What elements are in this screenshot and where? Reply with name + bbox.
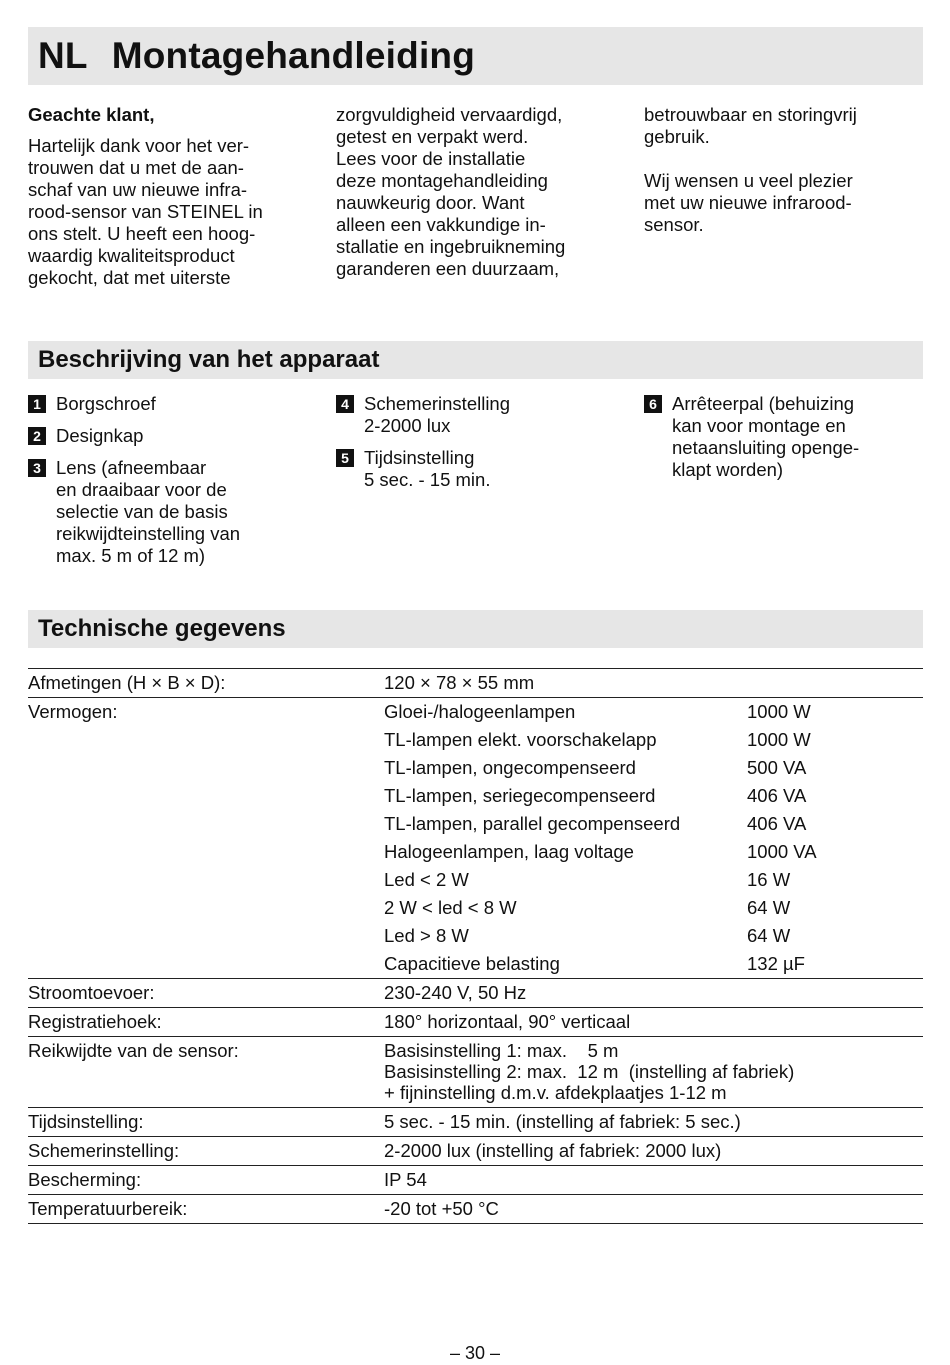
greeting: Geachte klant, xyxy=(28,104,155,125)
table-row xyxy=(28,726,923,754)
spec-table xyxy=(28,668,923,1224)
spec-value: -20 tot +50 °C xyxy=(384,1195,923,1224)
item-text: Arrêteerpal (behuizing kan voor montage en netaansluiting openge- klapt worden) xyxy=(672,393,860,480)
table-row xyxy=(28,1195,923,1224)
power-type: Halogeenlampen, laag voltage xyxy=(384,841,634,862)
spec-value: Basisinstelling 1: max. 5 m Basisinstelling 2: max. 12 m (instelling af fabriek) + fijninstelling d.m.v. afdekplaatjes 1-12 m xyxy=(384,1037,923,1108)
power-type: TL-lampen elekt. voorschakelapp xyxy=(384,729,657,750)
tech-banner xyxy=(28,610,923,648)
description-column-2 xyxy=(336,393,626,501)
spec-value: 230-240 V, 50 Hz xyxy=(384,979,923,1008)
title-banner xyxy=(28,27,923,85)
intro-paragraph-4: Wij wensen u veel plezier met uw nieuwe infrarood- sensor. xyxy=(644,170,853,235)
table-row xyxy=(28,810,923,838)
table-row xyxy=(28,1037,923,1108)
intro-column-3 xyxy=(644,104,934,236)
spec-value: 120 × 78 × 55 mm xyxy=(384,669,923,698)
power-type: TL-lampen, ongecompenseerd xyxy=(384,757,636,778)
table-row xyxy=(28,838,923,866)
power-type: 2 W < led < 8 W xyxy=(384,897,517,918)
description-column-1 xyxy=(28,393,318,577)
power-type: TL-lampen, parallel gecompenseerd xyxy=(384,813,681,834)
item-number-badge: 4 xyxy=(336,395,354,413)
power-value: 132 µF xyxy=(747,953,805,974)
page-number: – 30 – xyxy=(449,1343,501,1363)
power-value: 16 W xyxy=(747,869,791,890)
page-title xyxy=(38,27,923,85)
spec-label: Schemerinstelling: xyxy=(28,1137,384,1166)
table-row xyxy=(28,1166,923,1195)
item-text: Tijdsinstelling 5 sec. - 15 min. xyxy=(364,447,491,490)
spec-label: Registratiehoek: xyxy=(28,1008,384,1037)
spec-label: Afmetingen (H × B × D): xyxy=(28,669,384,698)
description-banner xyxy=(28,341,923,379)
description-item xyxy=(28,457,318,567)
table-row xyxy=(28,782,923,810)
item-number-badge: 3 xyxy=(28,459,46,477)
item-text: Borgschroef xyxy=(56,393,156,414)
description-item xyxy=(28,425,318,447)
description-item xyxy=(644,393,934,481)
spec-value: 5 sec. - 15 min. (instelling af fabriek: 5 sec.) xyxy=(384,1108,923,1137)
item-text: Designkap xyxy=(56,425,144,446)
item-text: Schemerinstelling 2-2000 lux xyxy=(364,393,511,436)
spec-label: Bescherming: xyxy=(28,1166,384,1195)
intro-column-1 xyxy=(28,104,318,289)
description-item xyxy=(28,393,318,415)
table-row xyxy=(28,1008,923,1037)
item-number-badge: 1 xyxy=(28,395,46,413)
table-row xyxy=(28,1108,923,1137)
spec-label: Stroomtoevoer: xyxy=(28,979,384,1008)
table-row xyxy=(28,698,923,727)
table-row xyxy=(28,950,923,979)
intro-paragraph-2: zorgvuldigheid vervaardigd, getest en verpakt werd. Lees voor de installatie deze montagehandleiding nauwkeurig door. Want alleen een vakkundige in- stallatie en ingebruikneming garanderen een duurzaam, xyxy=(336,104,566,279)
intro-paragraph-3: betrouwbaar en storingvrij gebruik. xyxy=(644,104,857,147)
description-column-3 xyxy=(644,393,934,491)
power-value: 1000 W xyxy=(747,698,923,727)
spec-value: IP 54 xyxy=(384,1166,923,1195)
power-type: Capacitieve belasting xyxy=(384,953,560,974)
power-type: TL-lampen, seriegecompenseerd xyxy=(384,785,656,806)
power-type: Led > 8 W xyxy=(384,925,469,946)
intro-column-2 xyxy=(336,104,626,280)
power-type: Gloei-/halogeenlampen xyxy=(384,698,747,727)
table-row xyxy=(28,979,923,1008)
power-value: 406 VA xyxy=(747,785,807,806)
power-value: 406 VA xyxy=(747,813,807,834)
description-heading: Beschrijving van het apparaat xyxy=(38,346,380,373)
power-type: Led < 2 W xyxy=(384,869,469,890)
power-value: 64 W xyxy=(747,897,791,918)
description-item xyxy=(336,393,626,437)
spec-value: 180° horizontaal, 90° verticaal xyxy=(384,1008,923,1037)
item-number-badge: 6 xyxy=(644,395,662,413)
spec-label: Reikwijdte van de sensor: xyxy=(28,1037,384,1108)
table-row xyxy=(28,669,923,698)
spec-label: Temperatuurbereik: xyxy=(28,1195,384,1224)
table-row xyxy=(28,866,923,894)
power-value: 1000 W xyxy=(747,729,811,750)
item-text: Lens (afneembaar en draaibaar voor de selectie van de basis reikwijdteinstelling van max. 5 m of 12 m) xyxy=(56,457,241,566)
table-row xyxy=(28,754,923,782)
power-value: 64 W xyxy=(747,925,791,946)
spec-label: Tijdsinstelling: xyxy=(28,1108,384,1137)
item-number-badge: 5 xyxy=(336,449,354,467)
power-value: 500 VA xyxy=(747,757,807,778)
tech-heading: Technische gegevens xyxy=(38,615,286,642)
title-text: Montagehandleiding xyxy=(111,35,476,76)
table-row xyxy=(28,922,923,950)
spec-value: 2-2000 lux (instelling af fabriek: 2000 lux) xyxy=(384,1137,923,1166)
language-code: NL xyxy=(38,35,88,76)
intro-paragraph-1: Hartelijk dank voor het ver- trouwen dat u met de aan- schaf van uw nieuwe infra- rood-sensor van STEINEL in ons stelt. U heeft een hoog- waardig kwaliteitsproduct gekocht, dat met uiterste xyxy=(28,135,263,288)
description-item xyxy=(336,447,626,491)
table-row xyxy=(28,894,923,922)
table-row xyxy=(28,1137,923,1166)
item-number-badge: 2 xyxy=(28,427,46,445)
spec-label: Vermogen: xyxy=(28,698,384,727)
power-value: 1000 VA xyxy=(747,841,817,862)
